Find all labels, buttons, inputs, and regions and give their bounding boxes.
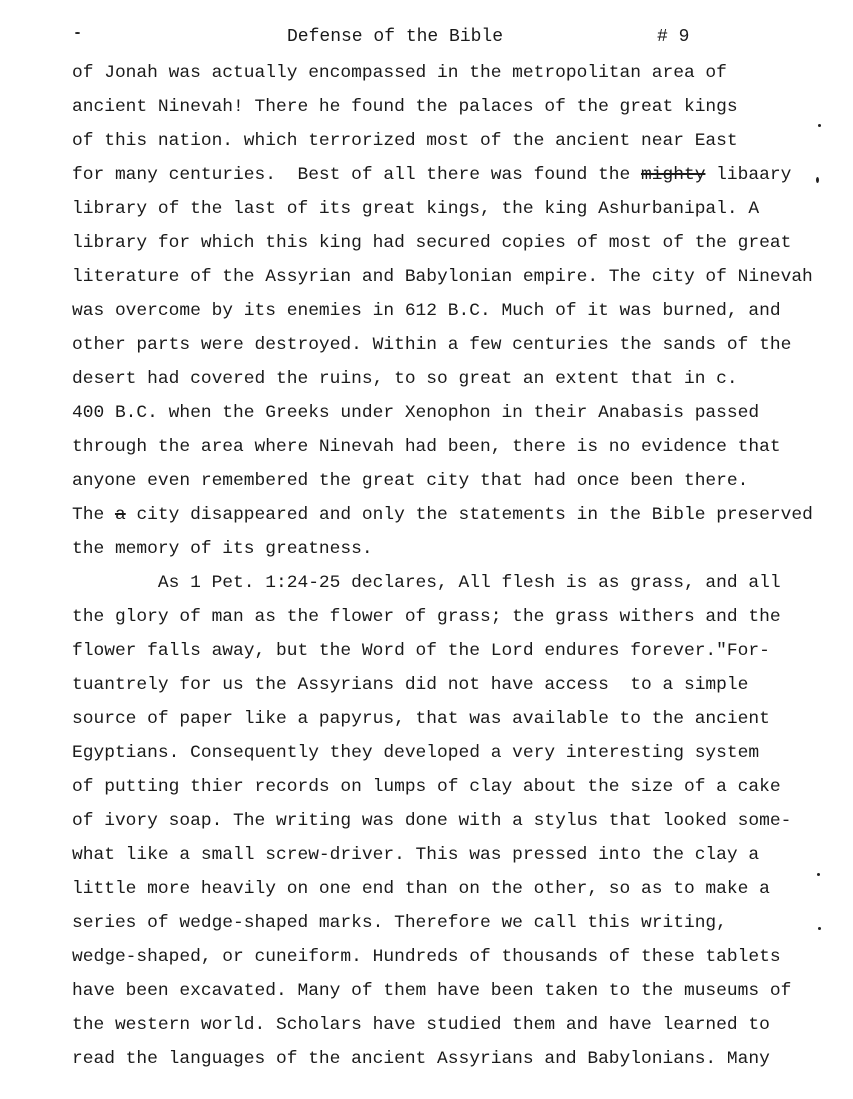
- text-line: of this nation. which terrorized most of the ancient near East: [72, 131, 738, 151]
- page-number: # 9: [657, 27, 690, 47]
- text-line: [72, 158, 813, 192]
- text-line: source of paper like a papyrus, that was available to the ancient: [72, 709, 770, 729]
- text-line: series of wedge-shaped marks. Therefore we call this writing,: [72, 913, 727, 933]
- text-line: tuantrely for us the Assyrians did not have access to a simple: [72, 675, 749, 695]
- scan-speck: [816, 177, 819, 183]
- text-line: literature of the Assyrian and Babylonian empire. The city of Ninevah: [72, 267, 813, 287]
- page-header-title: Defense of the Bible: [287, 27, 504, 47]
- text-segment: for many centuries. Best of all there was found the: [72, 165, 642, 185]
- text-line: through the area where Ninevah had been, there is no evidence that: [72, 437, 781, 457]
- text-line: wedge-shaped, or cuneiform. Hundreds of thousands of these tablets: [72, 947, 781, 967]
- text-line: little more heavily on one end than on the other, so as to make a: [72, 879, 770, 899]
- text-line: was overcome by its enemies in 612 B.C. Much of it was burned, and: [72, 301, 781, 321]
- struck-out-text: a: [114, 505, 126, 525]
- struck-out-text: mighty: [641, 165, 706, 185]
- text-line: Egyptians. Consequently they developed a very interesting system: [72, 743, 760, 763]
- text-line: what like a small screw-driver. This was pressed into the clay a: [72, 845, 760, 865]
- document-body: [72, 56, 813, 1076]
- scan-speck: [817, 873, 820, 876]
- text-line: flower falls away, but the Word of the Lord endures forever."For-: [72, 641, 770, 661]
- text-line: other parts were destroyed. Within a few centuries the sands of the: [72, 335, 792, 355]
- text-segment: The: [72, 505, 115, 525]
- text-line: ancient Ninevah! There he found the palaces of the great kings: [72, 97, 738, 117]
- text-segment: libaary: [705, 165, 792, 185]
- text-line: As 1 Pet. 1:24-25 declares, All flesh is as grass, and all: [72, 573, 781, 593]
- text-line: of Jonah was actually encompassed in the metropolitan area of: [72, 63, 727, 83]
- scan-speck: [75, 32, 80, 34]
- text-line: [72, 498, 813, 532]
- text-line: 400 B.C. when the Greeks under Xenophon in their Anabasis passed: [72, 403, 760, 423]
- scan-speck: [818, 927, 821, 930]
- text-line: the western world. Scholars have studied them and have learned to: [72, 1015, 770, 1035]
- text-line: have been excavated. Many of them have been taken to the museums of: [72, 981, 792, 1001]
- text-segment: city disappeared and only the statements in the Bible preserved: [125, 505, 813, 525]
- scan-speck: [818, 124, 821, 127]
- text-line: anyone even remembered the great city that had once been there.: [72, 471, 749, 491]
- text-line: desert had covered the ruins, to so great an extent that in c.: [72, 369, 738, 389]
- text-line: the memory of its greatness.: [72, 539, 373, 559]
- text-line: library of the last of its great kings, the king Ashurbanipal. A: [72, 199, 760, 219]
- text-line: of putting thier records on lumps of clay about the size of a cake: [72, 777, 781, 797]
- text-line: library for which this king had secured copies of most of the great: [72, 233, 792, 253]
- text-line: of ivory soap. The writing was done with a stylus that looked some-: [72, 811, 792, 831]
- text-line: read the languages of the ancient Assyrians and Babylonians. Many: [72, 1049, 770, 1069]
- text-line: the glory of man as the flower of grass; the grass withers and the: [72, 607, 781, 627]
